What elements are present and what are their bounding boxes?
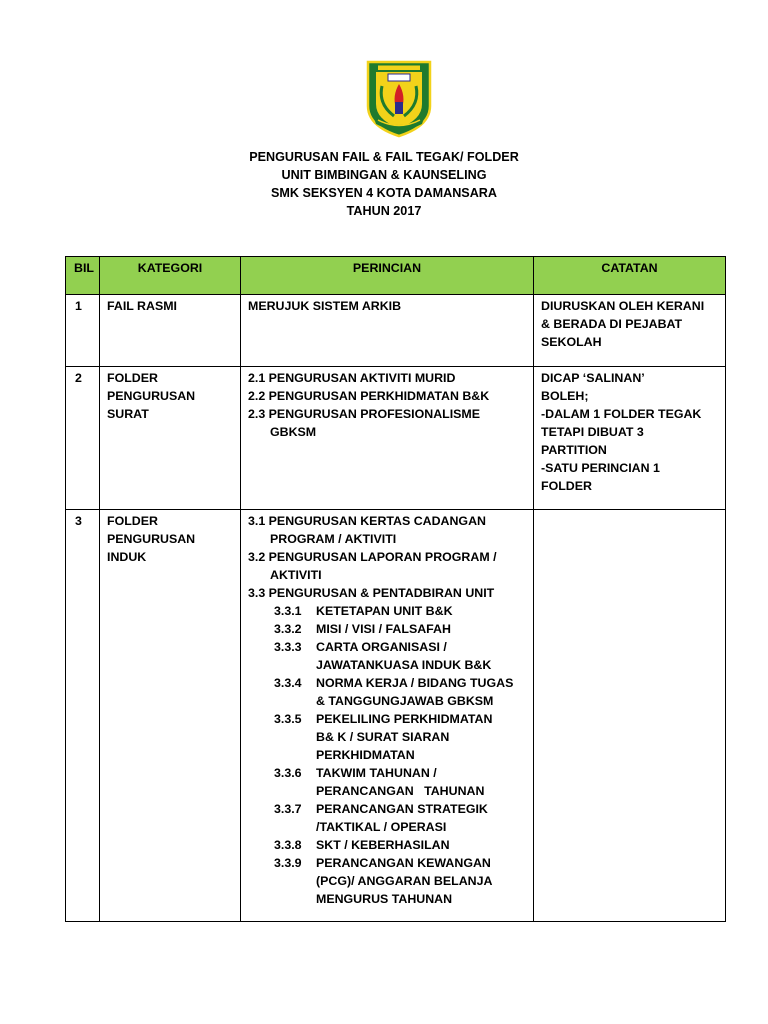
- column-header-kategori: KATEGORI: [100, 257, 241, 295]
- list-item: 3.3.4 NORMA KERJA / BIDANG TUGAS & TANGGUNGJAWAB GBKSM: [274, 676, 514, 708]
- bil-cell: 2: [66, 367, 100, 510]
- table-row: [66, 510, 726, 922]
- bil-cell: 1: [66, 295, 100, 367]
- table-row: [66, 367, 726, 510]
- kategori-cell: FAIL RASMI: [100, 295, 241, 367]
- list-item: 3.3.6 TAKWIM TAHUNAN / PERANCANGAN TAHUNAN: [274, 766, 485, 798]
- title-line-4: TAHUN 2017: [346, 204, 422, 218]
- list-item: 3.3.7 PERANCANGAN STRATEGIK /TAKTIKAL / OPERASI: [274, 802, 488, 834]
- school-crest-icon: [364, 56, 434, 138]
- list-item: 3.3.8 SKT / KEBERHASILAN: [274, 838, 450, 852]
- title-line-2: UNIT BIMBINGAN & KAUNSELING: [281, 168, 487, 182]
- perincian-cell: 2.1 PENGURUSAN AKTIVITI MURID 2.2 PENGURUSAN PERKHIDMATAN B&K 2.3 PENGURUSAN PROFESIONALISME GBKSM: [241, 367, 534, 510]
- kategori-cell: FOLDER PENGURUSAN INDUK: [100, 510, 241, 922]
- document-title: [0, 148, 768, 220]
- column-header-catatan: CATATAN: [534, 257, 726, 295]
- title-line-1: PENGURUSAN FAIL & FAIL TEGAK/ FOLDER: [249, 150, 519, 164]
- list-item: 3.3.2 MISI / VISI / FALSAFAH: [274, 622, 451, 636]
- file-management-table: [65, 256, 726, 922]
- perincian-cell: MERUJUK SISTEM ARKIB: [241, 295, 534, 367]
- table-row: [66, 295, 726, 367]
- kategori-cell: FOLDER PENGURUSAN SURAT: [100, 367, 241, 510]
- table-header-row: [66, 257, 726, 295]
- list-item: 3.3.3 CARTA ORGANISASI / JAWATANKUASA INDUK B&K: [274, 640, 492, 672]
- column-header-bil: BIL: [66, 257, 100, 295]
- catatan-cell: DIURUSKAN OLEH KERANI & BERADA DI PEJABAT SEKOLAH: [534, 295, 726, 367]
- list-item: 3.3.5 PEKELILING PERKHIDMATAN B& K / SURAT SIARAN PERKHIDMATAN: [274, 712, 493, 762]
- column-header-perincian: PERINCIAN: [241, 257, 534, 295]
- catatan-cell: DICAP ‘SALINAN’ BOLEH; -DALAM 1 FOLDER TEGAK TETAPI DIBUAT 3 PARTITION -SATU PERINCIAN 1 FOLDER: [534, 367, 726, 510]
- title-line-3: SMK SEKSYEN 4 KOTA DAMANSARA: [270, 186, 497, 200]
- list-item: 3.3.1 KETETAPAN UNIT B&K: [274, 604, 453, 618]
- catatan-cell: [534, 510, 726, 922]
- perincian-cell: 3.1 PENGURUSAN KERTAS CADANGAN PROGRAM / AKTIVITI 3.2 PENGURUSAN LAPORAN PROGRAM / AKTIVITI 3.3 PENGURUSAN & PENTADBIRAN UNIT 3.3.1 KETETAPAN UNIT B&K 3.3.2 MISI / VISI / FALSAFAH 3.3.3 CARTA ORGANISASI / JAWATANKUASA INDUK B&K 3.3.4 NORMA KERJA / BIDANG TUGAS & TANGGUNGJAWAB GBKSM 3.3.5 PEKELILING PERKHIDMATAN B& K / SURAT SIARAN PERKHIDMATAN 3.3.6 TAKWIM TAHUNAN / PERANCANGAN TAHUNAN 3.3.7 PERANCANGAN STRATEGIK /TAKTIKAL / OPERASI 3.3.8 SKT / KEBERHASILAN 3.3.9 PERANCANGAN KEWANGAN (PCG)/ ANGGARAN BELANJA MENGURUS TAHUNAN: [241, 510, 534, 922]
- list-item: 3.3.9 PERANCANGAN KEWANGAN (PCG)/ ANGGARAN BELANJA MENGURUS TAHUNAN: [274, 856, 493, 906]
- bil-cell: 3: [66, 510, 100, 922]
